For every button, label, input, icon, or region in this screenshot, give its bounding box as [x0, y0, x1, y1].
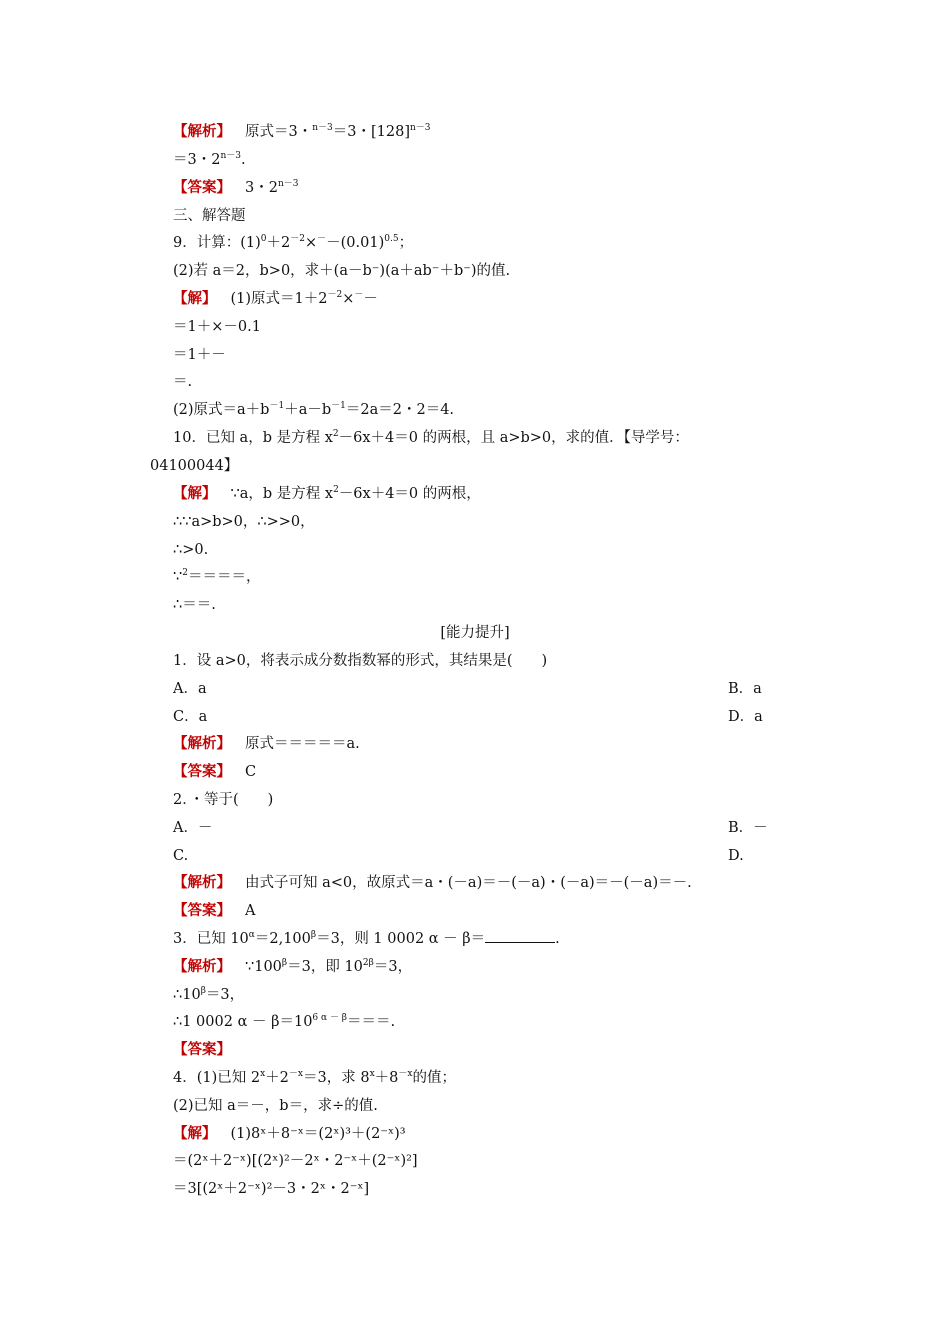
answer-tag: 【答案】	[173, 179, 231, 196]
answer-line	[173, 1040, 245, 1060]
solution-line: ∵$^2$＝＝＝＝，	[173, 568, 261, 585]
analysis-tag: 【解析】	[173, 958, 231, 975]
option-a: A．－	[173, 820, 213, 836]
problem-4-stem: 4．(1)已知 $2^x+2^{-x}=3$，求 $8^x+8^{-x}$的值；	[173, 1069, 456, 1086]
solution-line: ＝3[(2ˣ＋2⁻ˣ)²－3・2ˣ・2⁻ˣ]	[173, 1181, 370, 1197]
solution-line: ∴∵a>b>0，∴>>0，	[173, 514, 315, 530]
analysis-line: 【解析】 由式子可知 a<0，故原式＝a・(－a)＝－(－a)・(－a)＝－(－a)＝－.	[173, 874, 692, 891]
problem-3-stem: 3．已知 $10^\alpha=2,100^\beta=3$，则 1 0002 α － β＝ .	[173, 930, 560, 947]
problem-2-stem: 2．・等于( )	[173, 792, 274, 808]
option-b: B．－	[728, 820, 768, 836]
solution-line: 【解】 ∵a，b 是方程 $x^2-6x+4=0$ 的两根，	[173, 485, 481, 502]
answer-tag: 【答案】	[173, 763, 231, 780]
answer-line: 【答案】 3・$2^{n-3}$	[173, 179, 299, 196]
problem-4-stem: (2)已知 a＝－，b＝，求÷的值.	[173, 1098, 378, 1114]
answer-tag: 【答案】	[173, 1041, 231, 1058]
question-9-stem: (2)若 a＝2，b>0，求＋(a－b⁻)(a＋ab⁻＋b⁻)的值.	[173, 263, 511, 279]
answer-tag: 【答案】	[173, 902, 231, 919]
solution-tag: 【解】	[173, 290, 217, 307]
solution-line: ＝.	[173, 374, 193, 390]
problem-1-stem: 1．设 a>0，将表示成分数指数幂的形式，其结果是( )	[173, 653, 548, 669]
option-b: B．a	[728, 681, 762, 697]
question-10-stem: 04100044】	[150, 458, 239, 474]
solution-line: (2)原式$=a+b^{-1}+a-b^{-1}=2a=2$・2＝4.	[173, 401, 455, 418]
option-c: C．a	[173, 709, 208, 725]
solution-line: 【解】 (1)8ˣ＋8⁻ˣ＝(2ˣ)³＋(2⁻ˣ)³	[173, 1125, 406, 1142]
section-heading: 三、解答题	[173, 208, 246, 224]
solution-line: ＝1＋－	[173, 347, 226, 363]
solution-line: ∴＝＝.	[173, 597, 216, 613]
analysis-line: 【解析】 $\because 100^\beta=3$，即 $10^{2\beta}=3$，	[173, 958, 413, 975]
answer-blank	[485, 930, 555, 943]
answer-line: 【答案】 A	[173, 902, 256, 919]
solution-line: 【解】 (1)原式$=1+2^{-2}\times^--$	[173, 290, 378, 307]
option-c: C.	[173, 848, 189, 864]
analysis-line: 【解析】 原式＝3・$^{n-3}$＝3・$[128]^{n-3}$	[173, 123, 431, 140]
solution-tag: 【解】	[173, 485, 217, 502]
analysis-tag: 【解析】	[173, 735, 231, 752]
analysis-line: ∴1 0002 $\alpha - \beta=10^{6 \alpha - \beta}===$.	[173, 1013, 396, 1030]
analysis-line: $\therefore 10^\beta=3$，	[173, 986, 245, 1003]
analysis-tag: 【解析】	[173, 874, 231, 891]
solution-line: ＝(2ˣ＋2⁻ˣ)[(2ˣ)²－2ˣ・2⁻ˣ＋(2⁻ˣ)²]	[173, 1153, 418, 1169]
answer-line: 【答案】 C	[173, 763, 257, 780]
solution-tag: 【解】	[173, 1125, 217, 1142]
analysis-line: ＝3・$2^{n-3}$.	[173, 151, 246, 168]
option-a: A．a	[173, 681, 207, 697]
solution-line: ∴>0.	[173, 542, 209, 558]
question-10-stem: 10．已知 a，b 是方程 $x^2-6x+4=0$ 的两根，且 a>b>0，求的值．【导学号：	[173, 429, 689, 446]
option-d: D.	[728, 848, 744, 864]
section-heading-ability: [能力提升]	[440, 625, 510, 641]
analysis-line: 【解析】 原式＝＝＝＝＝a.	[173, 735, 360, 752]
question-9-stem: 9．计算：$(1)^0+2^{-2}\times^--(0.01)^{0.5}$；	[173, 234, 414, 251]
option-d: D．a	[728, 709, 763, 725]
analysis-tag: 【解析】	[173, 123, 231, 140]
solution-line: ＝1＋×－0.1	[173, 319, 261, 335]
